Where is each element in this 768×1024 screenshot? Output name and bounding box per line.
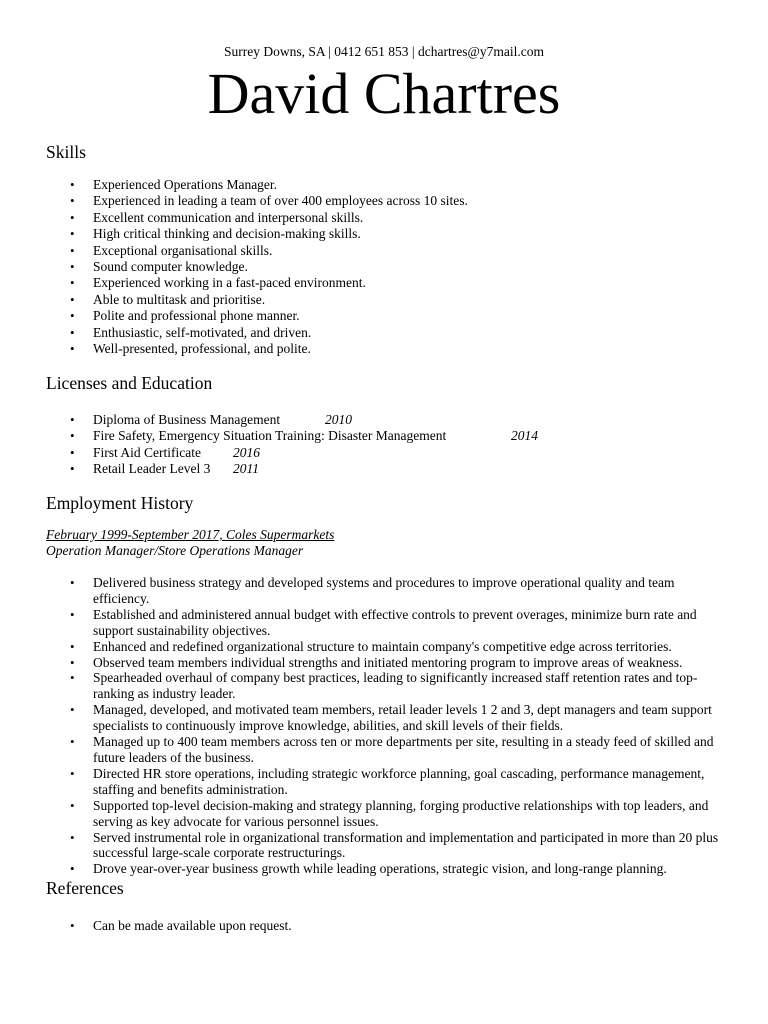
skill-item: • Experienced working in a fast-paced environment.	[0, 275, 768, 291]
skill-item: • Enthusiastic, self-motivated, and driven.	[0, 325, 768, 341]
skill-item: • Well-presented, professional, and polite.	[0, 341, 768, 357]
reference-item: • Can be made available upon request.	[0, 918, 768, 934]
duty-item: • Drove year-over-year business growth while leading operations, strategic vision, and long-range planning.	[0, 861, 768, 877]
skill-item: • Able to multitask and prioritise.	[0, 292, 768, 308]
job-duties-list	[0, 575, 768, 877]
education-year: 2011	[233, 461, 259, 477]
duty-item: • Observed team members individual strengths and initiated mentoring program to improve areas of weakness.	[0, 655, 768, 671]
education-name: Retail Leader Level 3	[93, 461, 211, 477]
duty-item: • Enhanced and redefined organizational structure to maintain company's competitive edge across territories.	[0, 639, 768, 655]
skill-item: • Excellent communication and interpersonal skills.	[0, 210, 768, 226]
duty-item: • Managed up to 400 team members across ten or more departments per site, resulting in a steady feed of skilled and future leaders of the business.	[0, 734, 768, 766]
education-item	[0, 428, 768, 444]
education-item	[0, 412, 768, 428]
duty-item: • Supported top-level decision-making and strategy planning, forging productive relationships with top leaders, and serving as key advocate for various personnel issues.	[0, 798, 768, 830]
skills-list	[0, 177, 768, 357]
duty-item: • Delivered business strategy and developed systems and procedures to improve operational quality and team efficiency.	[0, 575, 768, 607]
references-heading: References	[46, 878, 124, 898]
education-name: Fire Safety, Emergency Situation Training: Disaster Management	[93, 428, 447, 444]
education-name: First Aid Certificate	[93, 444, 201, 460]
job-title: Operation Manager/Store Operations Manager	[46, 543, 304, 558]
education-item	[0, 461, 768, 477]
skill-item: • Experienced in leading a team of over 400 employees across 10 sites.	[0, 193, 768, 209]
education-year: 2014	[511, 428, 538, 444]
job-period-company: February 1999-September 2017, Coles Supermarkets	[46, 527, 335, 542]
references-list	[0, 918, 768, 934]
skill-item: • High critical thinking and decision-making skills.	[0, 226, 768, 242]
duty-item: • Managed, developed, and motivated team members, retail leader levels 1 2 and 3, dept managers and team support specialists to continuously improve knowledge, abilities, and skill levels of their fields.	[0, 702, 768, 734]
contact-line: Surrey Downs, SA | 0412 651 853 | dchartres@y7mail.com	[223, 44, 545, 59]
education-year: 2010	[325, 412, 352, 427]
duty-item: • Directed HR store operations, including strategic workforce planning, goal cascading, performance management, staffing and benefits administration.	[0, 766, 768, 798]
education-item	[0, 445, 768, 461]
skill-item: • Polite and professional phone manner.	[0, 308, 768, 324]
education-name: Diploma of Business Management	[93, 412, 281, 427]
skill-item: • Exceptional organisational skills.	[0, 243, 768, 259]
duty-item: • Established and administered annual budget with effective controls to prevent overages, minimize burn rate and support sustainability objectives.	[0, 607, 768, 639]
education-heading: Licenses and Education	[46, 373, 213, 393]
candidate-name: David Chartres	[207, 61, 561, 126]
duty-item: • Spearheaded overhaul of company best practices, leading to significantly increased staff retention rates and top-ranking as industry leader.	[0, 670, 768, 702]
employment-heading: Employment History	[46, 493, 194, 513]
skill-item: • Experienced Operations Manager.	[0, 177, 768, 193]
duty-item: • Served instrumental role in organizational transformation and implementation and participated in more than 20 plus successful large-scale corporate restructurings.	[0, 830, 768, 862]
skill-item: • Sound computer knowledge.	[0, 259, 768, 275]
education-year: 2016	[233, 444, 260, 460]
education-list	[0, 412, 768, 478]
skills-heading: Skills	[46, 142, 86, 162]
